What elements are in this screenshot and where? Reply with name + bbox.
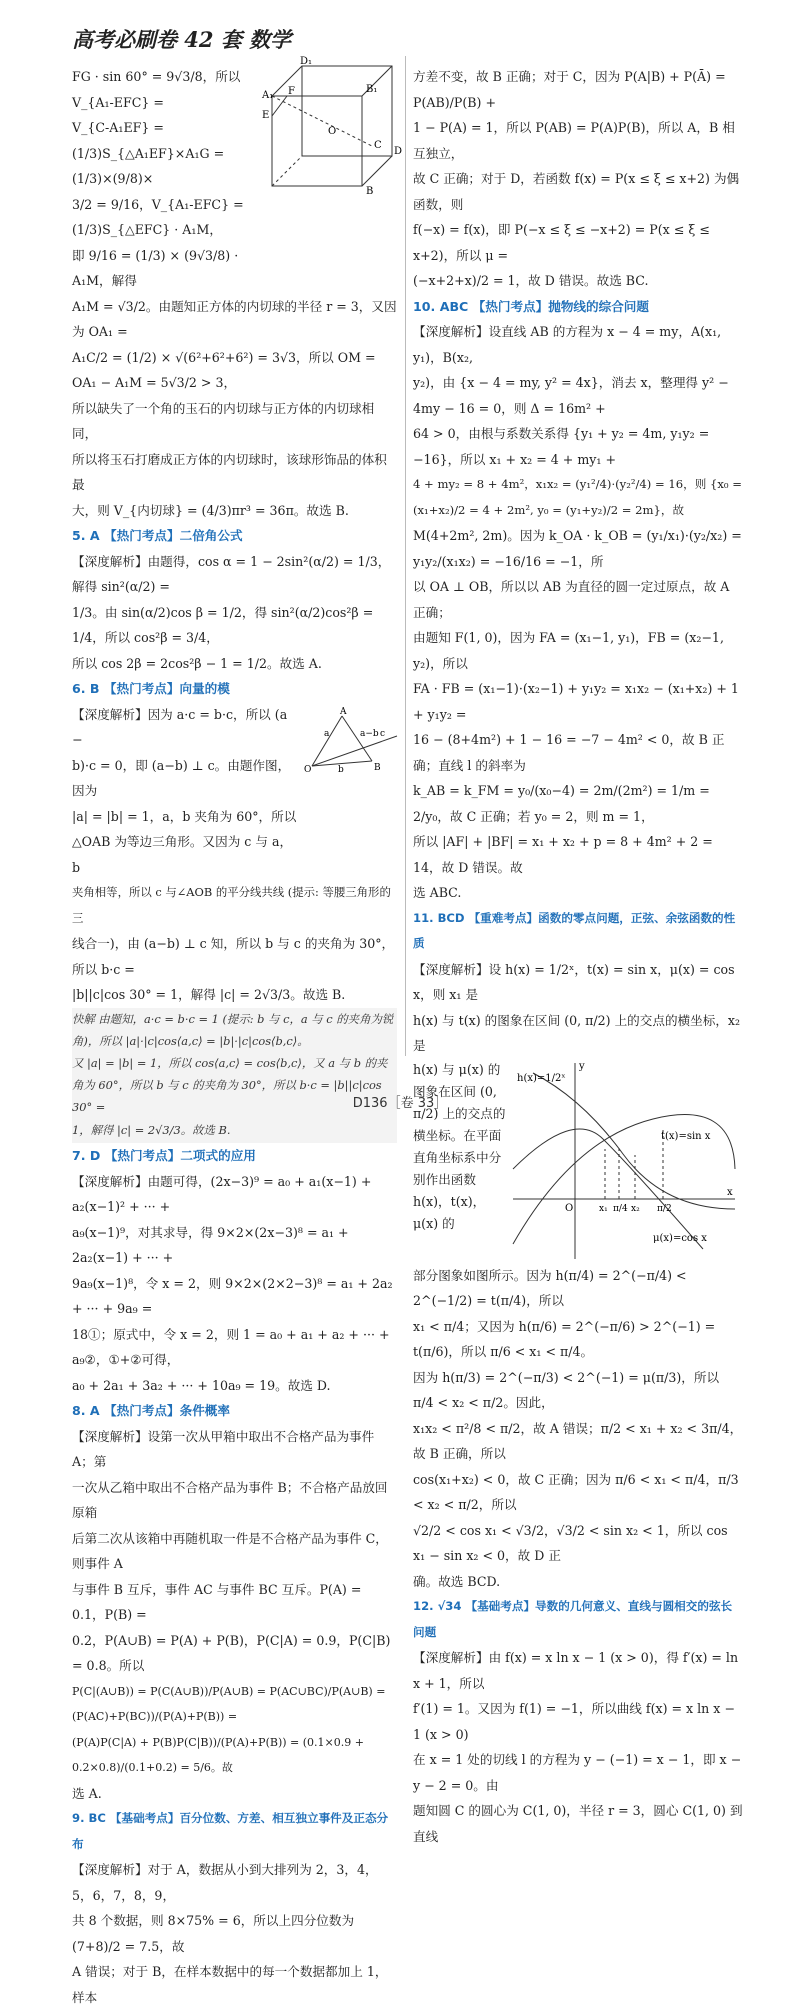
text-line: 【深度解析】由 f(x) = x ln x − 1 (x > 0)，得 f′(x) = ln x + 1，所以 (413, 1650, 739, 1691)
text-line: 线合一)，由 (a−b) ⊥ c 知，所以 b 与 c 的夹角为 30°，所以 b·c = (72, 936, 395, 977)
text-line: k_AB = k_FM = y₀/(x₀−4) = 2m/(2m²) = 1/m = 2/y₀，故 C 正确；若 y₀ = 2，则 m = 1， (413, 783, 710, 824)
text-line: 大，则 V_{内切球} = (4/3)πr³ = 36π。故选 B. (72, 502, 349, 518)
text-line: 18①；原式中，令 x = 2，则 1 = a₀ + a₁ + a₂ + ··· + a₉②，①+②可得， (72, 1326, 390, 1367)
text-line: x₁ < π/4；又因为 h(π/6) = 2^(−π/6) > 2^(−1) = t(π/6)，所以 π/6 < x₁ < π/4。 (413, 1318, 716, 1359)
text-line: FG · sin 60° = 9√3/8，所以 V_{A₁-EFC} = (72, 69, 241, 110)
cube-figure (262, 56, 402, 206)
text-line: 【深度解析】对于 A，数据从小到大排列为 2，3，4，5，6，7，8，9， (72, 1862, 378, 1903)
cube-label: B (366, 186, 374, 197)
text-line: 所以 |AF| + |BF| = x₁ + x₂ + p = 8 + 4m² + 2 = 14，故 D 错误。故 (413, 834, 713, 875)
text-line: 夹角相等，所以 c 与∠AOB 的平分线共线 (提示: 等腰三角形的三 (72, 885, 391, 925)
question-heading: 10. ABC 【热门考点】抛物线的综合问题 (413, 298, 649, 314)
text-line: 【深度解析】设第一次从甲箱中取出不合格产品为事件 A；第 (72, 1428, 375, 1469)
tick-label: x₁ (599, 1203, 608, 1214)
graph-label: h(x)=1/2ˣ (517, 1072, 566, 1084)
text-line: 后第二次从该箱中再随机取一件是不合格产品为事件 C，则事件 A (72, 1530, 388, 1571)
text-line: 部分图象如图所示。因为 h(π/4) = 2^(−π/4) < 2^(−1/2) = t(π/4)，所以 (413, 1267, 687, 1308)
text-line: cos(x₁+x₂) < 0，故 C 正确；因为 π/6 < x₁ < π/4，π/3 < x₂ < π/2，所以 (413, 1471, 739, 1512)
text-line: A 错误；对于 B，在样本数据中的每一个数据都加上 1，样本 (72, 1964, 388, 2005)
text-line: |b||c|cos 30° = 1，解得 |c| = 2√3/3。故选 B. (72, 987, 346, 1002)
vec-label: A (340, 706, 347, 717)
text-line: a₀ + 2a₁ + 3a₂ + ··· + 10a₉ = 19。故选 D. (72, 1377, 331, 1393)
text-line: 以 OA ⊥ OB，所以以 AB 为直径的圆一定过原点，故 A 正确； (413, 579, 730, 620)
text-line: A₁C/2 = (1/2) × √(6²+6²+6²) = 3√3，所以 OM = OA₁ − A₁M = 5√3/2 > 3， (72, 349, 376, 390)
question-heading: 6. B 【热门考点】向量的模 (72, 681, 230, 696)
vec-label: B (374, 762, 381, 773)
text-line: 题知圆 C 的圆心为 C(1, 0)，半径 r = 3，圆心 C(1, 0) 到直线 (413, 1803, 743, 1844)
cube-label: B₁ (366, 84, 378, 95)
text-line: 由题知 F(1, 0)，因为 FA = (x₁−1, y₁)，FB = (x₂−1, y₂)，所以 (413, 630, 724, 671)
text-line: 选 A. (72, 1785, 102, 1801)
cos-curve (513, 1129, 703, 1249)
vector-figure (302, 706, 402, 776)
graph-label: t(x)=sin x (661, 1130, 711, 1142)
text-line: 64 > 0，由根与系数关系得 {y₁ + y₂ = 4m, y₁y₂ = −16}，所以 x₁ + x₂ = 4 + my₁ + (413, 426, 710, 467)
quick-solution: 1，解得 |c| = 2√3/3。故选 B. (72, 1118, 397, 1144)
text-line: (−x+2+x)/2 = 1，故 D 错误。故选 BC. (413, 273, 649, 288)
text-line: 方差不变，故 B 正确；对于 C，因为 P(A|B) + P(Ā) = P(AB)/P(B) + (413, 69, 726, 110)
cube-label: F (288, 86, 295, 97)
text-line: 【深度解析】由题可得，(2x−3)⁹ = a₀ + a₁(x−1) + a₂(x−1)² + ··· + (72, 1173, 372, 1214)
page-footer: D136［卷 33］ (352, 1096, 448, 1111)
text-line: 【深度解析】设 h(x) = 1/2ˣ，t(x) = sin x，μ(x) = cos x，则 x₁ 是 (413, 961, 735, 1002)
text-line: 9a₉(x−1)⁸，令 x = 2，则 9×2×(2×2−3)⁸ = a₁ + 2a₂ + ··· + 9a₉ = (72, 1275, 393, 1316)
text-line: 与事件 B 互斥，事件 AC 与事件 BC 互斥。P(A) = 0.1，P(B) = (72, 1581, 362, 1622)
vec-label: a (324, 728, 330, 739)
column-divider (405, 56, 406, 1056)
cube-label: C (374, 140, 382, 151)
text-line: y₂)，由 {x − 4 = my, y² = 4x}，消去 x，整理得 y² − 4my − 16 = 0，则 Δ = 16m² + (413, 375, 729, 416)
text-line: 【深度解析】设直线 AB 的方程为 x − 4 = my，A(x₁, y₁)，B(x₂, (413, 324, 722, 365)
cube-label: E (262, 110, 270, 121)
question-heading: 8. A 【热门考点】条件概率 (72, 1403, 230, 1418)
text-line: 确。故选 BCD. (413, 1573, 501, 1589)
text-line: h(x) 与 μ(x) 的图象在区间 (0, π/2) 上的交点的横坐标。在平面直角坐标系中分别作出函数 h(x)，t(x)，μ(x) 的 (413, 1061, 506, 1231)
question-heading: 9. BC 【基础考点】百分位数、方差、相互独立事件及正态分布 (72, 1811, 389, 1851)
text-line: 3/2 = 9/16，V_{A₁-EFC} = (1/3)S_{△EFC} · A₁M， (72, 196, 244, 237)
text-line: h(x) 与 t(x) 的图象在区间 (0, π/2) 上的交点的横坐标，x₂ 是 (413, 1012, 741, 1053)
text-line: P(C|(A∪B)) = P(C(A∪B))/P(A∪B) = P(AC∪BC)/P(A∪B) = (P(AC)+P(BC))/(P(A)+P(B)) = (72, 1684, 386, 1723)
text-line: (P(A)P(C|A) + P(B)P(C|B))/(P(A)+P(B)) = (0.1×0.9 + 0.2×0.8)/(0.1+0.2) = 5/6。故 (72, 1735, 364, 1774)
text-line: FA · FB = (x₁−1)·(x₂−1) + y₁y₂ = x₁x₂ − (x₁+x₂) + 1 + y₁y₂ = (413, 681, 739, 722)
graph-label: μ(x)=cos x (653, 1232, 707, 1244)
text-line: 1 − P(A) = 1，所以 P(AB) = P(A)P(B)，所以 A，B 相互独立， (413, 120, 735, 161)
vec-label: a−b (360, 728, 379, 739)
text-line: 共 8 个数据，则 8×75% = 6，所以上四分位数为 (7+8)/2 = 7.5，故 (72, 1913, 355, 1954)
text-line: b)·c = 0，即 (a−b) ⊥ c。由题作图，因为 (72, 757, 291, 798)
text-line: 16 − (8+4m²) + 1 − 16 = −7 − 4m² < 0，故 B 正确；直线 l 的斜率为 (413, 732, 725, 773)
question-heading: 11. BCD 【重难考点】函数的零点问题，正弦、余弦函数的性质 (413, 910, 736, 950)
tick-label: π/4 (613, 1203, 628, 1214)
text-line: 一次从乙箱中取出不合格产品为事件 B；不合格产品放回原箱 (72, 1479, 388, 1520)
text-line: 4 + my₂ = 8 + 4m²，x₁x₂ = (y₁²/4)·(y₂²/4) = 16，则 {x₀ = (x₁+x₂)/2 = 4 + 2m², y₀ = (y₁+y₂)/2 = 2m}，故 (413, 477, 742, 517)
text-line: 1/3。由 sin(α/2)cos β = 1/2，得 sin²(α/2)cos²β = 1/4，所以 cos²β = 3/4， (72, 604, 374, 645)
text-line: f′(1) = 1。又因为 f(1) = −1，所以曲线 f(x) = x ln x − 1 (x > 0) (413, 1701, 735, 1742)
cube-label: A₁ (262, 90, 274, 101)
text-line: V_{C-A₁EF} = (1/3)S_{△A₁EF}×A₁G = (1/3)×(9/8)× (72, 120, 225, 186)
text-line: 所以将玉石打磨成正方体的内切球时，该球形饰品的体积最 (72, 451, 387, 492)
text-line: x₁x₂ < π²/8 < π/2，故 A 错误；π/2 < x₁ + x₂ < 3π/4，故 B 正确，所以 (413, 1420, 743, 1461)
vec-label: O (304, 764, 312, 775)
graph-label: x (727, 1186, 733, 1198)
graph-label: y (579, 1060, 585, 1072)
text-line: √2/2 < cos x₁ < √3/2，√3/2 < sin x₂ < 1，所以 cos x₁ − sin x₂ < 0，故 D 正 (413, 1522, 728, 1563)
text-line: 在 x = 1 处的切线 l 的方程为 y − (−1) = x − 1，即 x − y − 2 = 0。由 (413, 1752, 742, 1793)
cube-label: O (328, 126, 337, 137)
quick-solution: 又 |a| = |b| = 1，所以 cos⟨a,c⟩ = cos⟨b,c⟩，又 a 与 b 的夹角为 60°，所以 b 与 c 的夹角为 30°，所以 b·c = |b||c|cos 30° = (72, 1052, 397, 1118)
text-line: |a| = |b| = 1，a，b 夹角为 60°，所以 (72, 808, 297, 824)
vec-label: c (380, 728, 386, 739)
text-line: △OAB 为等边三角形。又因为 c 与 a，b (72, 834, 293, 875)
quick-solution: 快解 由题知，a·c = b·c = 1 (提示: b 与 c，a 与 c 的夹角为锐角)，所以 |a|·|c|cos⟨a,c⟩ = |b|·|c|cos⟨b,c⟩。 (72, 1008, 397, 1052)
text-line: a₉(x−1)⁹，对其求导，得 9×2×(2x−3)⁸ = a₁ + 2a₂(x−1) + ··· + (72, 1224, 349, 1265)
tick-label: π/2 (657, 1203, 672, 1214)
cube-label: D (394, 146, 403, 157)
question-heading: 5. A 【热门考点】二倍角公式 (72, 528, 243, 543)
text-line: 故 C 正确；对于 D，若函数 f(x) = P(x ≤ ξ ≤ x+2) 为偶函数，则 (413, 171, 740, 212)
text-line: 选 ABC. (413, 885, 462, 900)
text-line: 所以 cos 2β = 2cos²β − 1 = 1/2。故选 A. (72, 655, 322, 671)
right-column (413, 64, 743, 1849)
text-line: 即 9/16 = (1/3) × (9√3/8) · A₁M，解得 (72, 247, 239, 288)
text-line: M(4+2m², 2m)。因为 k_OA · k_OB = (y₁/x₁)·(y₂/x₂) = y₁y₂/(x₁x₂) = −16/16 = −1，所 (413, 528, 742, 569)
text-line: 0.2，P(A∪B) = P(A) + P(B)，P(C|A) = 0.9，P(C|B) = 0.8。所以 (72, 1632, 391, 1673)
question-heading: 7. D 【热门考点】二项式的应用 (72, 1148, 256, 1163)
graph-label: O (565, 1202, 574, 1214)
question-heading: 12. √34 【基础考点】导数的几何意义、直线与圆相交的弦长问题 (413, 1599, 733, 1639)
vec-label: b (338, 764, 344, 775)
function-graph (513, 1059, 738, 1259)
cube-label: D₁ (300, 56, 313, 67)
text-line: 【深度解析】由题得，cos α = 1 − 2sin²(α/2) = 1/3，解得 sin²(α/2) = (72, 553, 391, 594)
text-line: 所以缺失了一个角的玉石的内切球与正方体的内切球相同， (72, 400, 375, 441)
text-line: 【深度解析】因为 a·c = b·c，所以 (a − (72, 706, 288, 747)
page-header: 高考必刷卷 42 套 数学 (72, 27, 292, 52)
text-line: f(−x) = f(x)，即 P(−x ≤ ξ ≤ −x+2) = P(x ≤ ξ ≤ x+2)，所以 μ = (413, 222, 710, 263)
text-line: A₁M = √3/2。由题知正方体的内切球的半径 r = 3，又因为 OA₁ = (72, 298, 397, 339)
text-line: 因为 h(π/3) = 2^(−π/3) < 2^(−1) = μ(π/3)，所以 π/4 < x₂ < π/2。因此， (413, 1369, 720, 1410)
tick-label: x₂ (631, 1203, 640, 1214)
